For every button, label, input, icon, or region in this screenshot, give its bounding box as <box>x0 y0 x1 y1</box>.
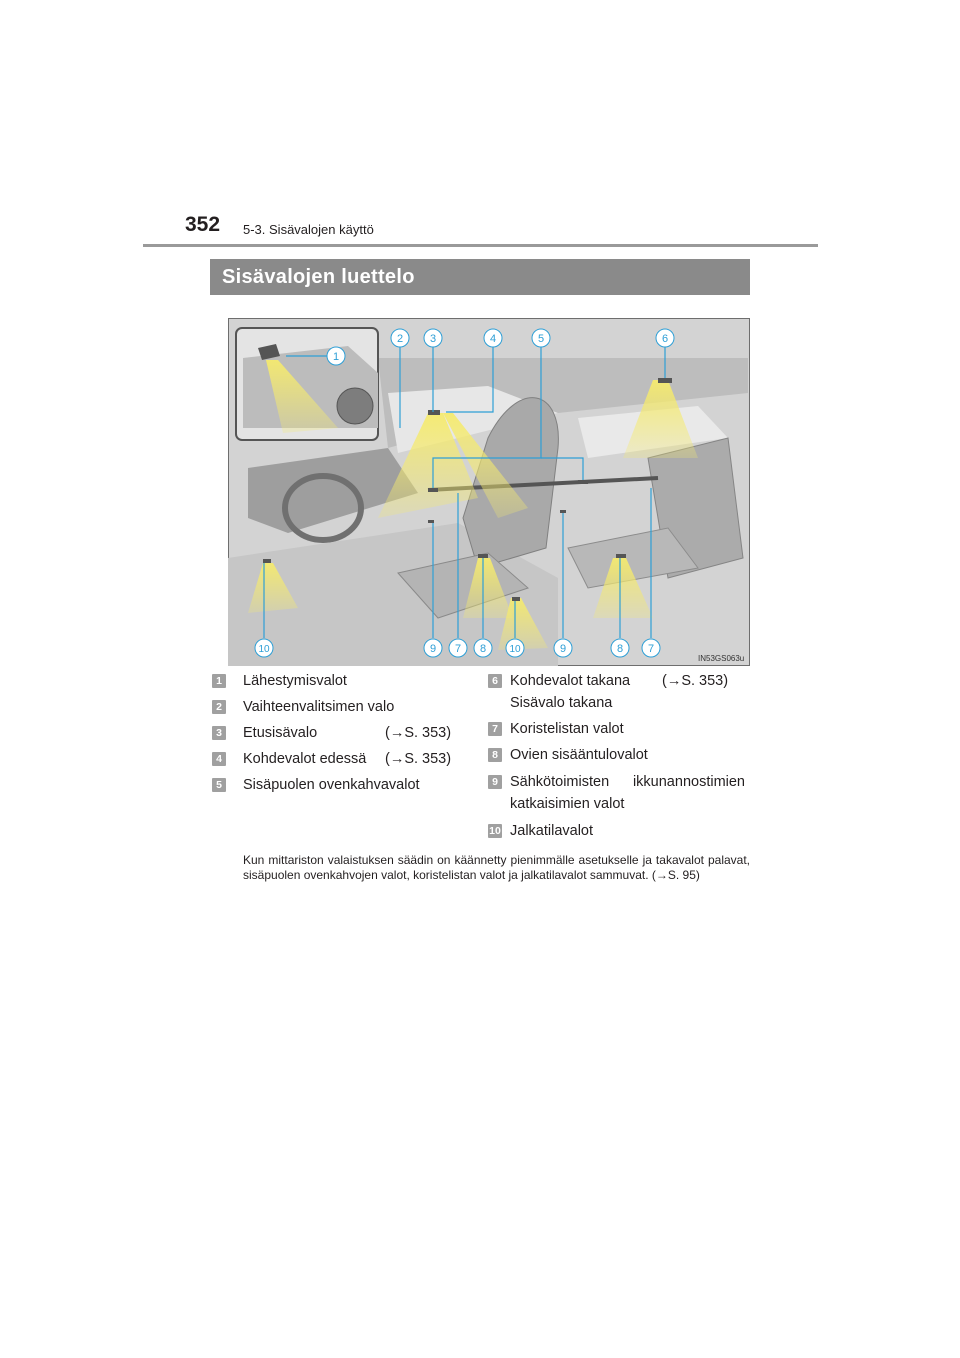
callout-7-rear <box>642 639 660 657</box>
callout-9-front <box>424 639 442 657</box>
note-text: Kun mittariston valaistuksen säädin on käännetty pienimmälle asetukselle ja takavalot palavat, sisäpuolen ovenkahvojen valot, koristelistan valot ja jalkatilavalot sammuvat. (→S. 95) <box>243 853 750 882</box>
interior-lights-figure <box>228 318 750 666</box>
legend-num-6: 6 <box>488 674 502 688</box>
legend-num-1: 1 <box>212 674 226 688</box>
svg-text:2: 2 <box>396 333 404 345</box>
svg-text:7: 7 <box>647 643 655 655</box>
svg-text:4: 4 <box>489 333 497 345</box>
callout-5 <box>532 329 550 347</box>
page-title: Sisävalojen luettelo <box>222 266 415 288</box>
svg-text:10: 10 <box>258 644 270 655</box>
image-code: IN53GS063u <box>698 654 745 663</box>
svg-text:9: 9 <box>429 643 437 655</box>
svg-text:9: 9 <box>559 643 567 655</box>
legend-label-8: Ovien sisääntulovalot <box>510 747 648 763</box>
legend-num-4: 4 <box>212 752 226 766</box>
callout-4 <box>484 329 502 347</box>
svg-text:6: 6 <box>661 333 669 345</box>
legend-label-3: Etusisävalo <box>243 725 318 741</box>
callout-7-front <box>449 639 467 657</box>
legend-num-10: 10 <box>489 825 501 837</box>
title-bar <box>210 259 750 295</box>
callout-8-rear <box>611 639 629 657</box>
legend-label-9: Sähkötoimisten ikkunannostimien <box>510 774 745 790</box>
legend-num-7: 7 <box>488 722 502 736</box>
svg-text:1: 1 <box>332 351 340 363</box>
callout-9-rear <box>554 639 572 657</box>
header-rule <box>143 244 818 247</box>
legend-ref-6[interactable]: (→S. 353) <box>662 673 729 689</box>
svg-text:7: 7 <box>454 643 462 655</box>
legend-ref-3[interactable]: (→S. 353) <box>385 725 452 741</box>
legend-num-9: 9 <box>488 775 502 789</box>
page-number: 352 <box>185 213 221 236</box>
legend-label-7: Koristelistan valot <box>510 721 624 737</box>
legend-label-10: Jalkatilavalot <box>510 823 594 839</box>
legend-num-5: 5 <box>212 778 226 792</box>
svg-text:8: 8 <box>616 643 624 655</box>
legend-label-9b: katkaisimien valot <box>510 796 625 812</box>
callout-10-front <box>255 639 273 657</box>
legend-label-1: Lähestymisvalot <box>243 673 347 689</box>
legend-label-4: Kohdevalot edessä <box>243 751 367 767</box>
legend-num-3: 3 <box>212 726 226 740</box>
legend-ref-4[interactable]: (→S. 353) <box>385 751 452 767</box>
legend-label-6b: Sisävalo takana <box>510 695 613 711</box>
callout-3 <box>424 329 442 347</box>
svg-text:8: 8 <box>479 643 487 655</box>
svg-text:10: 10 <box>509 644 521 655</box>
legend-num-8: 8 <box>488 748 502 762</box>
callout-2 <box>391 329 409 347</box>
callout-1 <box>327 347 345 365</box>
legend-label-6: Kohdevalot takana <box>510 673 631 689</box>
svg-text:3: 3 <box>429 333 437 345</box>
inset-wheel <box>337 388 373 424</box>
svg-text:5: 5 <box>537 333 545 345</box>
section-title: 5-3. Sisävalojen käyttö <box>243 222 374 237</box>
callout-6 <box>656 329 674 347</box>
callout-8-front <box>474 639 492 657</box>
legend-num-2: 2 <box>212 700 226 714</box>
callout-10-rear <box>506 639 524 657</box>
legend-label-2: Vaihteenvalitsimen valo <box>243 699 395 715</box>
legend-label-5: Sisäpuolen ovenkahvavalot <box>243 777 420 793</box>
